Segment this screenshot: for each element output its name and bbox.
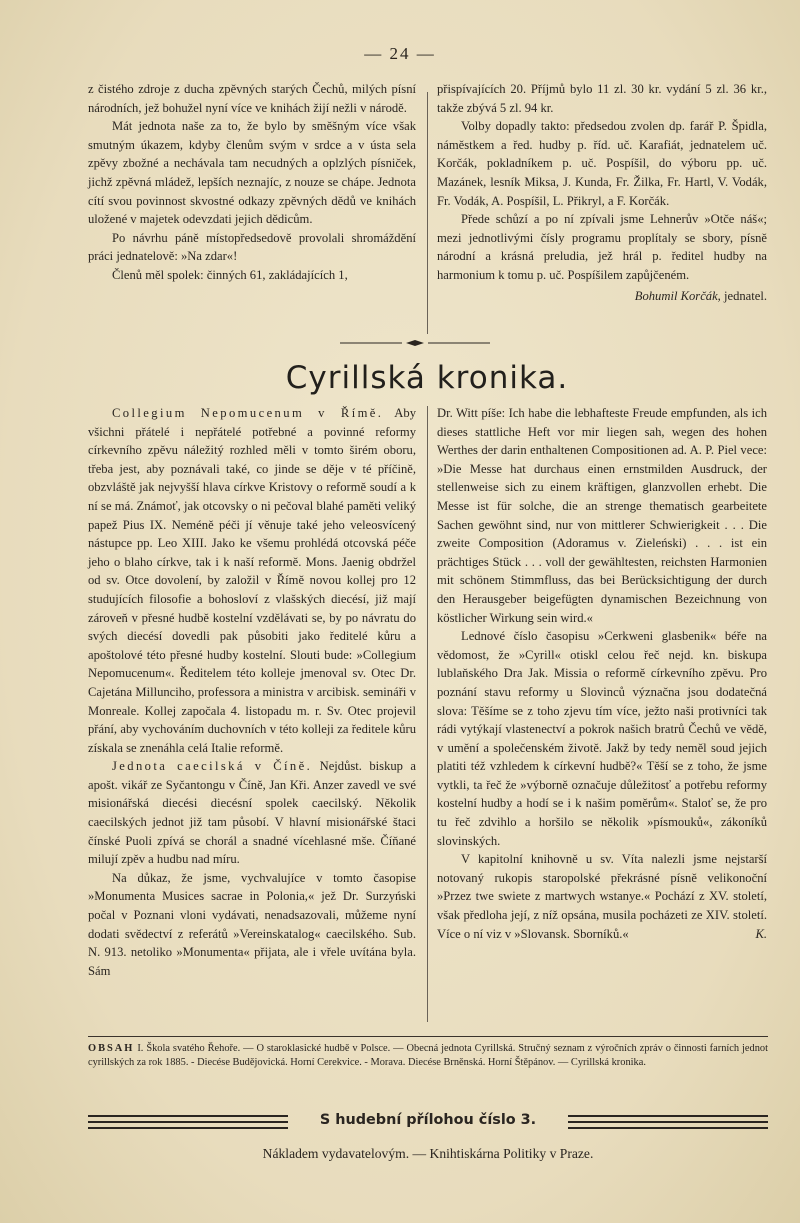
signature: K. <box>755 926 767 941</box>
paragraph-body: Aby všichni přátelé i nepřátelé potřebné a povinné reformy církevního zpěvu náležitý rozhled měli v tomto širém oboru, třeba jest, aby poznávali také, co jinde se děje v té příčině, obzvláště jak nejvyšší hlava církve Kristovy o reformě soudí a k ní se má. Známoť, jak otcovsky o ni pečoval blahé paměti veliký papež Pius IX. Neméně péči jí věnuje také jeho veleosvícený nástupce pp. Leo XIII. Jako ke všemu prohlédá otcovská péče jeho o blaho církve, tak i k naší reformě. Mons. Jaenig obdržel od sv. Otce dovolení, by založil v Římě novou kollej pro 12 studujících filosofie a bohosloví z vlašských diecésí, již mají zároveň v přesné hudbě kostelní vzdělávati se, by po návratu do svých diecésí dovedli pak působiti jako ředitelé kůru a apoštolové této přesné hudby kostelní. Slouti bude: »Collegium Nepomucenum«. Ředitelem této kolleje jmenoval sv. Otec Dr. Cajetána Millunciho, professora a ministra v arcibisk. semináři v Monreale. Kollej započala 4. listopadu m. r. Sv. Otec projevil přání, aby vychováním duchovních v této kolleji za ředitele kůru získala se znenáhla celá Italie reformě. <box>88 406 416 755</box>
top-left-column <box>88 80 416 285</box>
paragraph: Na důkaz, že jsme, vychvalujíce v tomto časopise »Monumenta Musices sacrae in Polonia,« jež Dr. Surzyński počal v Poznani vloni vydávati, nenadsazovali, můžeme nyní dodati svědectví z referátů »Vereinskatalog« caecilského. Sub. N. 913. netoliko »Monumenta« přijata, ale i vřele uvítána byla. Sám <box>88 870 416 978</box>
imprint-footer: Nákladem vydavatelovým. — Knihtiskárna Politiky v Praze. <box>262 1146 594 1161</box>
paragraph: Členů měl spolek: činných 61, zakládajících 1, <box>112 267 348 282</box>
paragraph: Volby dopadly takto: předsedou zvolen dp. farář P. Špidla, náměstkem a řed. hudby p. říd. uč. Karafiát, jednatelem uč. Korčák, pokladníkem p. uč. Pospíšil, do výboru pp. uč. Mazánek, lesník Miksa, J. Kunda, Fr. Žilka, Fr. Hartl, V. Vodák, Fr. Vodák, A. Pospíšil, L. Přikryl, a F. Korčák. <box>437 119 767 208</box>
paragraph: přispívajících 20. Příjmů bylo 11 zl. 30 kr. vydání 5 zl. 36 kr., takže zbývá 5 zl. 94 kr. <box>437 82 767 115</box>
paragraph <box>88 404 416 757</box>
signature-name: Bohumil Korčák, <box>634 288 721 303</box>
top-right-column <box>437 80 767 305</box>
paragraph-body: V kapitolní knihovně u sv. Víta nalezli jsme nejstarší notovaný rukopis staropolské překrásné písně velikonoční »Przez twe swiete z martwych wstanye.« Pochází z XV. století, však předloha její, z níž opsána, musila pocházeti ze XIV. století. Více o ní viz v »Slovansk. Sborníků.« <box>437 852 767 941</box>
supplement-band <box>88 1106 768 1138</box>
paragraph: Dr. Witt píše: Ich habe die lebhafteste Freude empfunden, als ich dieses stattliche Heft vor mir liegen sah, wegen des hohen Werthes der darin enthaltenen Compositionen ad. A. P. Piel vece: »Die Messe hat durchaus einen ernstmilden Ausdruck, der stellenweise sich zu einem kräftigen, glanzvollen erhebt. Die Messe ist für solche, die an strenge thematisch gearbeitete Sachen gewöhnt sind, nur von mittlerer Schwierigkeit . . . Die zweite Composition (Adoramus v. Zieleński) . . . ist ein prächtiges Stück . . . voll der gewähltesten, reichsten Harmonien mit schönem Stimmfluss, das bei Berücksichtigung der durch den Herausgeber beigefügten dynamischen Bezeichnung von köstlicher Wirkung sein wird.« <box>437 406 767 625</box>
paragraph-lead: Jednota caecilská v Číně. <box>112 759 313 774</box>
supplement-notice: S hudební přílohou číslo 3. <box>319 1112 537 1128</box>
column-rule <box>427 92 428 334</box>
ornament-divider <box>340 340 490 346</box>
section-title: Cyrillská kronika. <box>285 360 569 396</box>
paragraph: Mát jednota naše za to, že bylo by směšným více však smutným úkazem, kdyby členům svým v srdce a v ústa sela zpěvy zbožné a nechávala tam necudných a oplzlých písniček, jichž zpěvná mládež, lepších neznajíc, z nouze se chápe. Jednota cítí svou povinnost skvostné odkazy zpěvných dědů ve knihách uložené v majetek odevzdati jejich dědicům. <box>88 119 416 227</box>
mid-right-column <box>437 404 767 943</box>
toc-label: OBSAH <box>88 1043 135 1054</box>
mid-left-column <box>88 404 416 980</box>
page-number: — 24 — <box>364 44 436 63</box>
table-of-contents <box>88 1042 768 1069</box>
paragraph: z čistého zdroje z ducha zpěvných starých Čechů, milých písní národních, jež bohužel nyní více ve knihách žijí nežli v národě. <box>88 82 416 115</box>
paragraph <box>88 757 416 869</box>
paragraph <box>437 850 767 943</box>
paragraph-lead: Collegium Nepomucenum v Římě. <box>112 406 384 420</box>
signature <box>437 287 767 306</box>
toc-text: I. Škola svatého Řehoře. — O staroklasické hudbě v Polsce. — Obecná jednota Cyrillská. Stručný seznam z výročních zpráv o činnosti farních jednot cyrillských za rok 1885. - Diecése Budějovická. Horní Cerekvice. - Morava. Diecése Brněnská. Horní Štěpánov. — Cyrillská kronika. <box>88 1043 768 1068</box>
signature-role: jednatel. <box>723 288 767 303</box>
paragraph: Lednové číslo časopisu »Cerkweni glasbenik« béře na vědomost, že »Cyrill« otiskl celou řeč nejd. kn. biskupa lublaňského Dra Jak. Missia o reformě církevního zpěvu. Pro poznání stavu reformy u Slovinců význačna jsou dodatečná slova: Těšíme se z toho zjevu tím více, ježto naši protivníci tak rádi vytýkají vlastenectví a pokrok našich bratrů Čechů ve vědě, v umění a společenském životě. Jakž by tedy neměl soud jejich platiti též vzhledem k církevní hudbě?« Těší se z toho, že jsme vytkli, ta řeč že »výborně označuje důležitosť a potřebu reformy kostelní hudby a hodí se i k našim poměrům«. Staloť se, že pro tu řeč zdvihlo a horšilo se několik »písmouků«, zákoníků slovinských. <box>437 629 767 848</box>
paragraph: Přede schůzí a po ní zpívali jsme Lehnerův »Otče náš«; mezi jednotlivými čísly programu proplítaly se sbory, písně národní a krásná preludia, jež hrál p. ředitel hudby na harmonium k tomu p. uč. Pospíšilem zapůjčeném. <box>437 212 767 282</box>
rule <box>88 1036 768 1037</box>
column-rule <box>427 406 428 1022</box>
paragraph-body: Nejdůst. biskup a apošt. vikář ze Syčantongu v Číně, Jan Kři. Anzer zavedl ve své misionářská diecési diecésní spolek caecilský. Několik caecilských jednot již tam působí. V hlavní misionářské štaci čínské Puoli zpívá se chorál a snadné vícehlasné mše. Číňané milují zpěv a hudbu nad míru. <box>88 759 416 867</box>
paragraph: Po návrhu páně místopředsedově provolali shromáždění práci jednatelově: »Na zdar«! <box>88 230 416 264</box>
